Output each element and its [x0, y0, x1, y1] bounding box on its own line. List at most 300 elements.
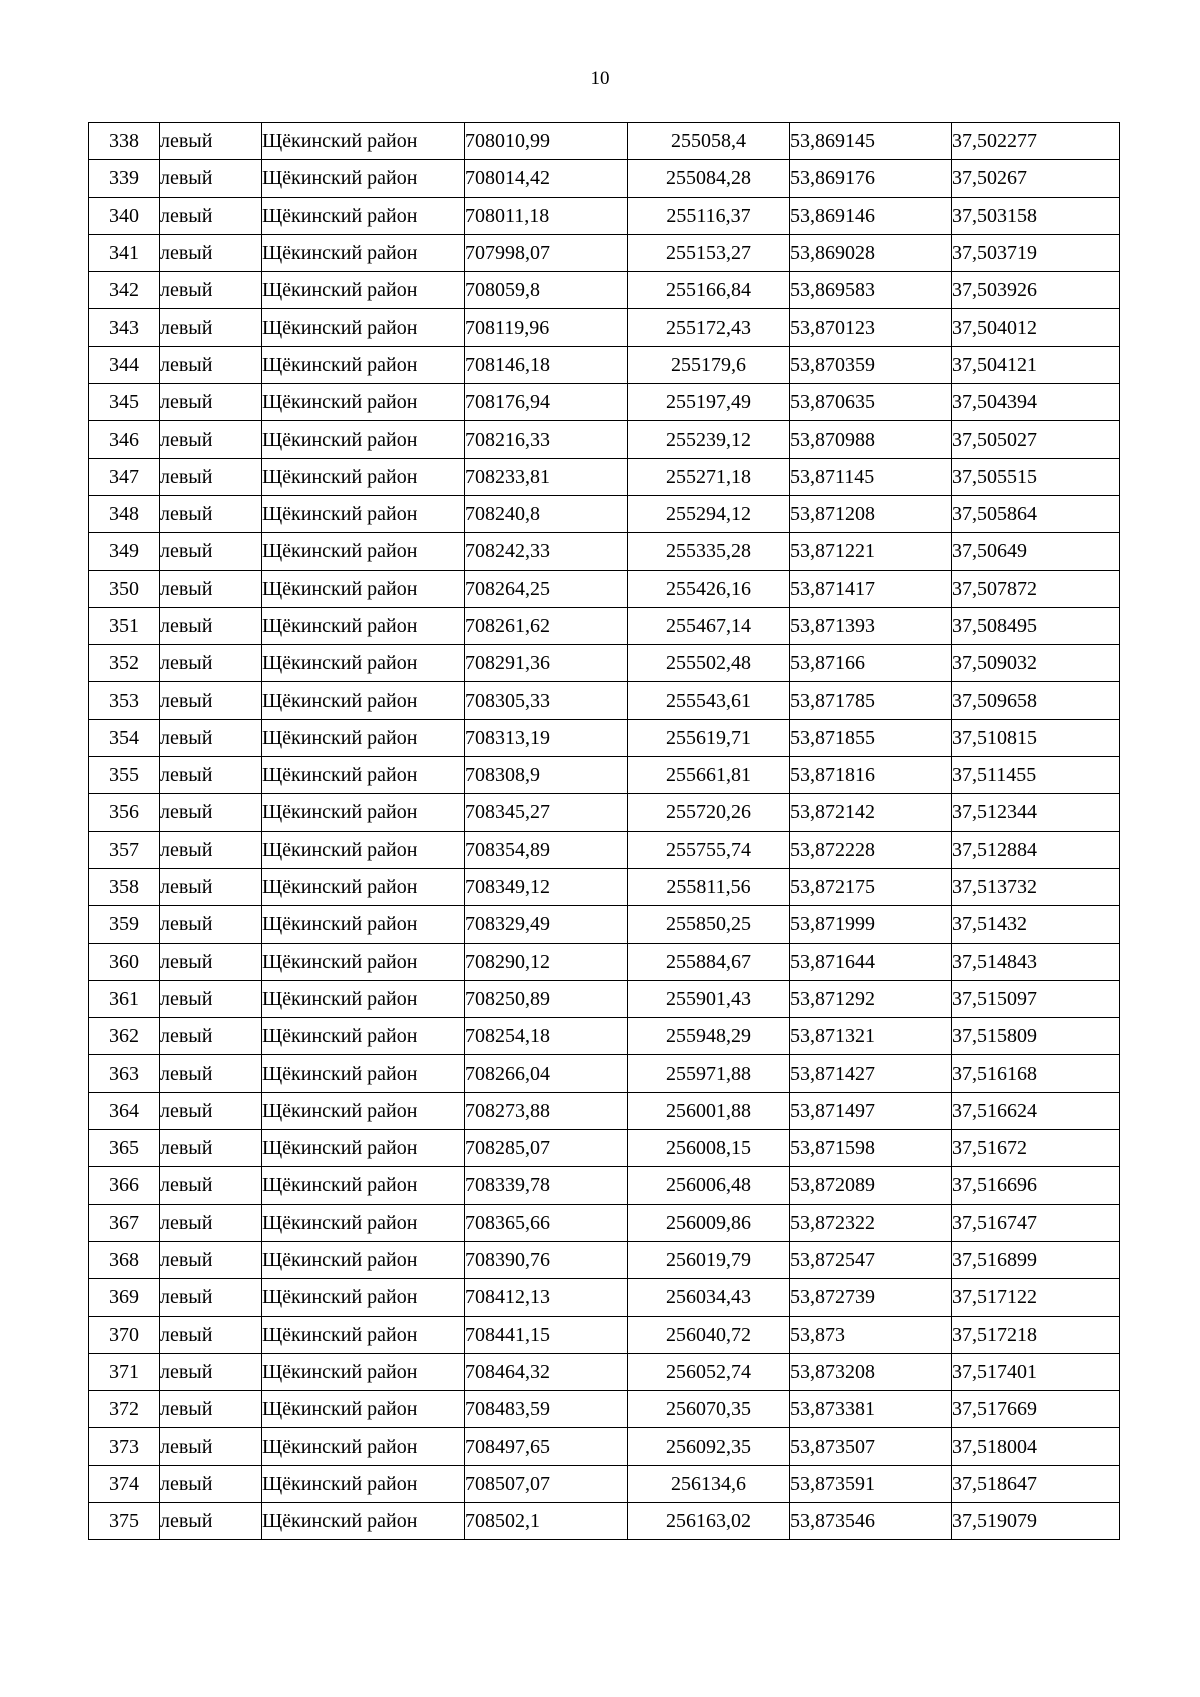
table-row	[89, 309, 1120, 346]
y-coordinate-cell: 256040,72	[628, 1316, 790, 1353]
side-cell: левый	[160, 794, 262, 831]
table-row	[89, 1428, 1120, 1465]
latitude-cell: 53,871292	[790, 980, 952, 1017]
longitude-cell: 37,516747	[952, 1204, 1120, 1241]
latitude-cell: 53,873546	[790, 1502, 952, 1539]
point-number-cell: 355	[89, 757, 160, 794]
table-row	[89, 346, 1120, 383]
point-number-cell: 354	[89, 719, 160, 756]
latitude-cell: 53,871644	[790, 943, 952, 980]
point-number-cell: 356	[89, 794, 160, 831]
district-cell: Щёкинский район	[262, 1204, 465, 1241]
side-cell: левый	[160, 384, 262, 421]
longitude-cell: 37,510815	[952, 719, 1120, 756]
district-cell: Щёкинский район	[262, 346, 465, 383]
x-coordinate-cell: 708502,1	[465, 1502, 628, 1539]
table-row	[89, 272, 1120, 309]
district-cell: Щёкинский район	[262, 1316, 465, 1353]
longitude-cell: 37,518004	[952, 1428, 1120, 1465]
point-number-cell: 357	[89, 831, 160, 868]
district-cell: Щёкинский район	[262, 980, 465, 1017]
point-number-cell: 346	[89, 421, 160, 458]
side-cell: левый	[160, 495, 262, 532]
latitude-cell: 53,873507	[790, 1428, 952, 1465]
district-cell: Щёкинский район	[262, 1428, 465, 1465]
side-cell: левый	[160, 1241, 262, 1278]
latitude-cell: 53,872547	[790, 1241, 952, 1278]
table-row	[89, 943, 1120, 980]
latitude-cell: 53,870123	[790, 309, 952, 346]
point-number-cell: 351	[89, 607, 160, 644]
table-row	[89, 1391, 1120, 1428]
longitude-cell: 37,516624	[952, 1092, 1120, 1129]
latitude-cell: 53,871855	[790, 719, 952, 756]
point-number-cell: 361	[89, 980, 160, 1017]
table-row	[89, 384, 1120, 421]
x-coordinate-cell: 708329,49	[465, 906, 628, 943]
point-number-cell: 370	[89, 1316, 160, 1353]
point-number-cell: 362	[89, 1018, 160, 1055]
district-cell: Щёкинский район	[262, 868, 465, 905]
table-row	[89, 1316, 1120, 1353]
x-coordinate-cell: 708441,15	[465, 1316, 628, 1353]
table-row	[89, 1279, 1120, 1316]
point-number-cell: 368	[89, 1241, 160, 1278]
latitude-cell: 53,869145	[790, 123, 952, 160]
side-cell: левый	[160, 1018, 262, 1055]
point-number-cell: 375	[89, 1502, 160, 1539]
side-cell: левый	[160, 1465, 262, 1502]
table-row	[89, 197, 1120, 234]
y-coordinate-cell: 255619,71	[628, 719, 790, 756]
y-coordinate-cell: 255179,6	[628, 346, 790, 383]
latitude-cell: 53,871208	[790, 495, 952, 532]
side-cell: левый	[160, 197, 262, 234]
longitude-cell: 37,509658	[952, 682, 1120, 719]
y-coordinate-cell: 256070,35	[628, 1391, 790, 1428]
point-number-cell: 359	[89, 906, 160, 943]
longitude-cell: 37,504394	[952, 384, 1120, 421]
point-number-cell: 353	[89, 682, 160, 719]
latitude-cell: 53,873208	[790, 1353, 952, 1390]
side-cell: левый	[160, 682, 262, 719]
district-cell: Щёкинский район	[262, 1353, 465, 1390]
y-coordinate-cell: 256163,02	[628, 1502, 790, 1539]
district-cell: Щёкинский район	[262, 570, 465, 607]
table-row	[89, 906, 1120, 943]
longitude-cell: 37,517122	[952, 1279, 1120, 1316]
latitude-cell: 53,872089	[790, 1167, 952, 1204]
latitude-cell: 53,871221	[790, 533, 952, 570]
point-number-cell: 366	[89, 1167, 160, 1204]
y-coordinate-cell: 255811,56	[628, 868, 790, 905]
district-cell: Щёкинский район	[262, 1465, 465, 1502]
latitude-cell: 53,871598	[790, 1130, 952, 1167]
x-coordinate-cell: 708233,81	[465, 458, 628, 495]
table-row	[89, 831, 1120, 868]
x-coordinate-cell: 708119,96	[465, 309, 628, 346]
y-coordinate-cell: 255271,18	[628, 458, 790, 495]
x-coordinate-cell: 708349,12	[465, 868, 628, 905]
y-coordinate-cell: 255058,4	[628, 123, 790, 160]
x-coordinate-cell: 708291,36	[465, 645, 628, 682]
district-cell: Щёкинский район	[262, 160, 465, 197]
latitude-cell: 53,87166	[790, 645, 952, 682]
longitude-cell: 37,517401	[952, 1353, 1120, 1390]
x-coordinate-cell: 707998,07	[465, 234, 628, 271]
point-number-cell: 373	[89, 1428, 160, 1465]
latitude-cell: 53,871999	[790, 906, 952, 943]
longitude-cell: 37,514843	[952, 943, 1120, 980]
x-coordinate-cell: 708507,07	[465, 1465, 628, 1502]
latitude-cell: 53,869146	[790, 197, 952, 234]
district-cell: Щёкинский район	[262, 1092, 465, 1129]
point-number-cell: 340	[89, 197, 160, 234]
longitude-cell: 37,515097	[952, 980, 1120, 1017]
y-coordinate-cell: 255720,26	[628, 794, 790, 831]
latitude-cell: 53,871427	[790, 1055, 952, 1092]
longitude-cell: 37,517218	[952, 1316, 1120, 1353]
latitude-cell: 53,872228	[790, 831, 952, 868]
side-cell: левый	[160, 234, 262, 271]
longitude-cell: 37,51672	[952, 1130, 1120, 1167]
point-number-cell: 338	[89, 123, 160, 160]
x-coordinate-cell: 708240,8	[465, 495, 628, 532]
point-number-cell: 372	[89, 1391, 160, 1428]
longitude-cell: 37,505515	[952, 458, 1120, 495]
table-row	[89, 1241, 1120, 1278]
y-coordinate-cell: 256134,6	[628, 1465, 790, 1502]
latitude-cell: 53,871785	[790, 682, 952, 719]
longitude-cell: 37,518647	[952, 1465, 1120, 1502]
y-coordinate-cell: 255661,81	[628, 757, 790, 794]
y-coordinate-cell: 256009,86	[628, 1204, 790, 1241]
side-cell: левый	[160, 757, 262, 794]
district-cell: Щёкинский район	[262, 794, 465, 831]
longitude-cell: 37,516168	[952, 1055, 1120, 1092]
latitude-cell: 53,871321	[790, 1018, 952, 1055]
longitude-cell: 37,512344	[952, 794, 1120, 831]
x-coordinate-cell: 708497,65	[465, 1428, 628, 1465]
point-number-cell: 348	[89, 495, 160, 532]
y-coordinate-cell: 255971,88	[628, 1055, 790, 1092]
table-row	[89, 495, 1120, 532]
side-cell: левый	[160, 1428, 262, 1465]
y-coordinate-cell: 255116,37	[628, 197, 790, 234]
longitude-cell: 37,516696	[952, 1167, 1120, 1204]
longitude-cell: 37,505864	[952, 495, 1120, 532]
longitude-cell: 37,503158	[952, 197, 1120, 234]
table-row	[89, 1018, 1120, 1055]
latitude-cell: 53,872142	[790, 794, 952, 831]
table-row	[89, 570, 1120, 607]
longitude-cell: 37,504012	[952, 309, 1120, 346]
y-coordinate-cell: 255901,43	[628, 980, 790, 1017]
table-row	[89, 533, 1120, 570]
x-coordinate-cell: 708285,07	[465, 1130, 628, 1167]
side-cell: левый	[160, 1204, 262, 1241]
y-coordinate-cell: 256006,48	[628, 1167, 790, 1204]
y-coordinate-cell: 255166,84	[628, 272, 790, 309]
y-coordinate-cell: 255467,14	[628, 607, 790, 644]
x-coordinate-cell: 708313,19	[465, 719, 628, 756]
y-coordinate-cell: 256034,43	[628, 1279, 790, 1316]
point-number-cell: 367	[89, 1204, 160, 1241]
x-coordinate-cell: 708014,42	[465, 160, 628, 197]
latitude-cell: 53,873591	[790, 1465, 952, 1502]
y-coordinate-cell: 255543,61	[628, 682, 790, 719]
point-number-cell: 343	[89, 309, 160, 346]
y-coordinate-cell: 256019,79	[628, 1241, 790, 1278]
longitude-cell: 37,512884	[952, 831, 1120, 868]
coordinates-table	[88, 122, 1120, 1540]
point-number-cell: 363	[89, 1055, 160, 1092]
district-cell: Щёкинский район	[262, 906, 465, 943]
y-coordinate-cell: 255948,29	[628, 1018, 790, 1055]
district-cell: Щёкинский район	[262, 1018, 465, 1055]
latitude-cell: 53,870988	[790, 421, 952, 458]
district-cell: Щёкинский район	[262, 123, 465, 160]
district-cell: Щёкинский район	[262, 1502, 465, 1539]
district-cell: Щёкинский район	[262, 1130, 465, 1167]
district-cell: Щёкинский район	[262, 309, 465, 346]
x-coordinate-cell: 708146,18	[465, 346, 628, 383]
longitude-cell: 37,504121	[952, 346, 1120, 383]
point-number-cell: 371	[89, 1353, 160, 1390]
table-row	[89, 980, 1120, 1017]
side-cell: левый	[160, 645, 262, 682]
side-cell: левый	[160, 1279, 262, 1316]
y-coordinate-cell: 256052,74	[628, 1353, 790, 1390]
x-coordinate-cell: 708176,94	[465, 384, 628, 421]
longitude-cell: 37,517669	[952, 1391, 1120, 1428]
point-number-cell: 350	[89, 570, 160, 607]
side-cell: левый	[160, 943, 262, 980]
y-coordinate-cell: 255172,43	[628, 309, 790, 346]
side-cell: левый	[160, 1055, 262, 1092]
x-coordinate-cell: 708010,99	[465, 123, 628, 160]
y-coordinate-cell: 255884,67	[628, 943, 790, 980]
y-coordinate-cell: 256001,88	[628, 1092, 790, 1129]
latitude-cell: 53,872175	[790, 868, 952, 905]
district-cell: Щёкинский район	[262, 1391, 465, 1428]
table-row	[89, 757, 1120, 794]
district-cell: Щёкинский район	[262, 943, 465, 980]
longitude-cell: 37,508495	[952, 607, 1120, 644]
district-cell: Щёкинский район	[262, 757, 465, 794]
x-coordinate-cell: 708264,25	[465, 570, 628, 607]
longitude-cell: 37,505027	[952, 421, 1120, 458]
y-coordinate-cell: 255153,27	[628, 234, 790, 271]
side-cell: левый	[160, 346, 262, 383]
district-cell: Щёкинский район	[262, 1279, 465, 1316]
side-cell: левый	[160, 421, 262, 458]
latitude-cell: 53,872739	[790, 1279, 952, 1316]
x-coordinate-cell: 708412,13	[465, 1279, 628, 1316]
y-coordinate-cell: 255502,48	[628, 645, 790, 682]
y-coordinate-cell: 255426,16	[628, 570, 790, 607]
table-row	[89, 1092, 1120, 1129]
longitude-cell: 37,519079	[952, 1502, 1120, 1539]
x-coordinate-cell: 708390,76	[465, 1241, 628, 1278]
table-row	[89, 160, 1120, 197]
page-number: 10	[590, 68, 610, 89]
y-coordinate-cell: 255084,28	[628, 160, 790, 197]
x-coordinate-cell: 708254,18	[465, 1018, 628, 1055]
x-coordinate-cell: 708216,33	[465, 421, 628, 458]
district-cell: Щёкинский район	[262, 533, 465, 570]
table-row	[89, 1204, 1120, 1241]
side-cell: левый	[160, 906, 262, 943]
table-row	[89, 1502, 1120, 1539]
side-cell: левый	[160, 272, 262, 309]
x-coordinate-cell: 708305,33	[465, 682, 628, 719]
side-cell: левый	[160, 1167, 262, 1204]
latitude-cell: 53,872322	[790, 1204, 952, 1241]
side-cell: левый	[160, 1130, 262, 1167]
x-coordinate-cell: 708011,18	[465, 197, 628, 234]
district-cell: Щёкинский район	[262, 831, 465, 868]
x-coordinate-cell: 708365,66	[465, 1204, 628, 1241]
point-number-cell: 342	[89, 272, 160, 309]
longitude-cell: 37,507872	[952, 570, 1120, 607]
y-coordinate-cell: 256008,15	[628, 1130, 790, 1167]
side-cell: левый	[160, 160, 262, 197]
y-coordinate-cell: 256092,35	[628, 1428, 790, 1465]
point-number-cell: 364	[89, 1092, 160, 1129]
table-row	[89, 682, 1120, 719]
district-cell: Щёкинский район	[262, 1241, 465, 1278]
table-row	[89, 123, 1120, 160]
district-cell: Щёкинский район	[262, 197, 465, 234]
point-number-cell: 369	[89, 1279, 160, 1316]
x-coordinate-cell: 708483,59	[465, 1391, 628, 1428]
longitude-cell: 37,515809	[952, 1018, 1120, 1055]
latitude-cell: 53,870635	[790, 384, 952, 421]
side-cell: левый	[160, 831, 262, 868]
district-cell: Щёкинский район	[262, 495, 465, 532]
table-row	[89, 421, 1120, 458]
point-number-cell: 374	[89, 1465, 160, 1502]
point-number-cell: 360	[89, 943, 160, 980]
side-cell: левый	[160, 868, 262, 905]
longitude-cell: 37,511455	[952, 757, 1120, 794]
district-cell: Щёкинский район	[262, 719, 465, 756]
table-row	[89, 719, 1120, 756]
side-cell: левый	[160, 533, 262, 570]
coordinates-table-body	[89, 123, 1120, 1540]
table-row	[89, 1465, 1120, 1502]
longitude-cell: 37,51432	[952, 906, 1120, 943]
table-row	[89, 1055, 1120, 1092]
point-number-cell: 341	[89, 234, 160, 271]
x-coordinate-cell: 708354,89	[465, 831, 628, 868]
side-cell: левый	[160, 1502, 262, 1539]
district-cell: Щёкинский район	[262, 384, 465, 421]
district-cell: Щёкинский район	[262, 1167, 465, 1204]
y-coordinate-cell: 255294,12	[628, 495, 790, 532]
x-coordinate-cell: 708261,62	[465, 607, 628, 644]
x-coordinate-cell: 708242,33	[465, 533, 628, 570]
longitude-cell: 37,503719	[952, 234, 1120, 271]
latitude-cell: 53,873	[790, 1316, 952, 1353]
y-coordinate-cell: 255335,28	[628, 533, 790, 570]
side-cell: левый	[160, 1316, 262, 1353]
y-coordinate-cell: 255850,25	[628, 906, 790, 943]
longitude-cell: 37,516899	[952, 1241, 1120, 1278]
side-cell: левый	[160, 309, 262, 346]
table-row	[89, 1353, 1120, 1390]
longitude-cell: 37,50267	[952, 160, 1120, 197]
point-number-cell: 349	[89, 533, 160, 570]
longitude-cell: 37,503926	[952, 272, 1120, 309]
point-number-cell: 344	[89, 346, 160, 383]
district-cell: Щёкинский район	[262, 682, 465, 719]
x-coordinate-cell: 708250,89	[465, 980, 628, 1017]
district-cell: Щёкинский район	[262, 645, 465, 682]
table-row	[89, 458, 1120, 495]
side-cell: левый	[160, 1391, 262, 1428]
table-row	[89, 645, 1120, 682]
table-row	[89, 794, 1120, 831]
district-cell: Щёкинский район	[262, 421, 465, 458]
y-coordinate-cell: 255755,74	[628, 831, 790, 868]
latitude-cell: 53,869176	[790, 160, 952, 197]
longitude-cell: 37,513732	[952, 868, 1120, 905]
latitude-cell: 53,871497	[790, 1092, 952, 1129]
y-coordinate-cell: 255239,12	[628, 421, 790, 458]
latitude-cell: 53,873381	[790, 1391, 952, 1428]
x-coordinate-cell: 708059,8	[465, 272, 628, 309]
longitude-cell: 37,509032	[952, 645, 1120, 682]
table-row	[89, 1130, 1120, 1167]
x-coordinate-cell: 708266,04	[465, 1055, 628, 1092]
x-coordinate-cell: 708308,9	[465, 757, 628, 794]
point-number-cell: 352	[89, 645, 160, 682]
table-row	[89, 234, 1120, 271]
latitude-cell: 53,869028	[790, 234, 952, 271]
point-number-cell: 347	[89, 458, 160, 495]
district-cell: Щёкинский район	[262, 1055, 465, 1092]
latitude-cell: 53,870359	[790, 346, 952, 383]
latitude-cell: 53,871145	[790, 458, 952, 495]
district-cell: Щёкинский район	[262, 272, 465, 309]
longitude-cell: 37,502277	[952, 123, 1120, 160]
side-cell: левый	[160, 980, 262, 1017]
y-coordinate-cell: 255197,49	[628, 384, 790, 421]
point-number-cell: 345	[89, 384, 160, 421]
side-cell: левый	[160, 1353, 262, 1390]
latitude-cell: 53,871417	[790, 570, 952, 607]
point-number-cell: 365	[89, 1130, 160, 1167]
point-number-cell: 358	[89, 868, 160, 905]
latitude-cell: 53,869583	[790, 272, 952, 309]
district-cell: Щёкинский район	[262, 607, 465, 644]
side-cell: левый	[160, 1092, 262, 1129]
latitude-cell: 53,871393	[790, 607, 952, 644]
x-coordinate-cell: 708290,12	[465, 943, 628, 980]
side-cell: левый	[160, 607, 262, 644]
x-coordinate-cell: 708339,78	[465, 1167, 628, 1204]
district-cell: Щёкинский район	[262, 458, 465, 495]
x-coordinate-cell: 708464,32	[465, 1353, 628, 1390]
table-row	[89, 868, 1120, 905]
point-number-cell: 339	[89, 160, 160, 197]
side-cell: левый	[160, 570, 262, 607]
latitude-cell: 53,871816	[790, 757, 952, 794]
x-coordinate-cell: 708345,27	[465, 794, 628, 831]
table-row	[89, 1167, 1120, 1204]
